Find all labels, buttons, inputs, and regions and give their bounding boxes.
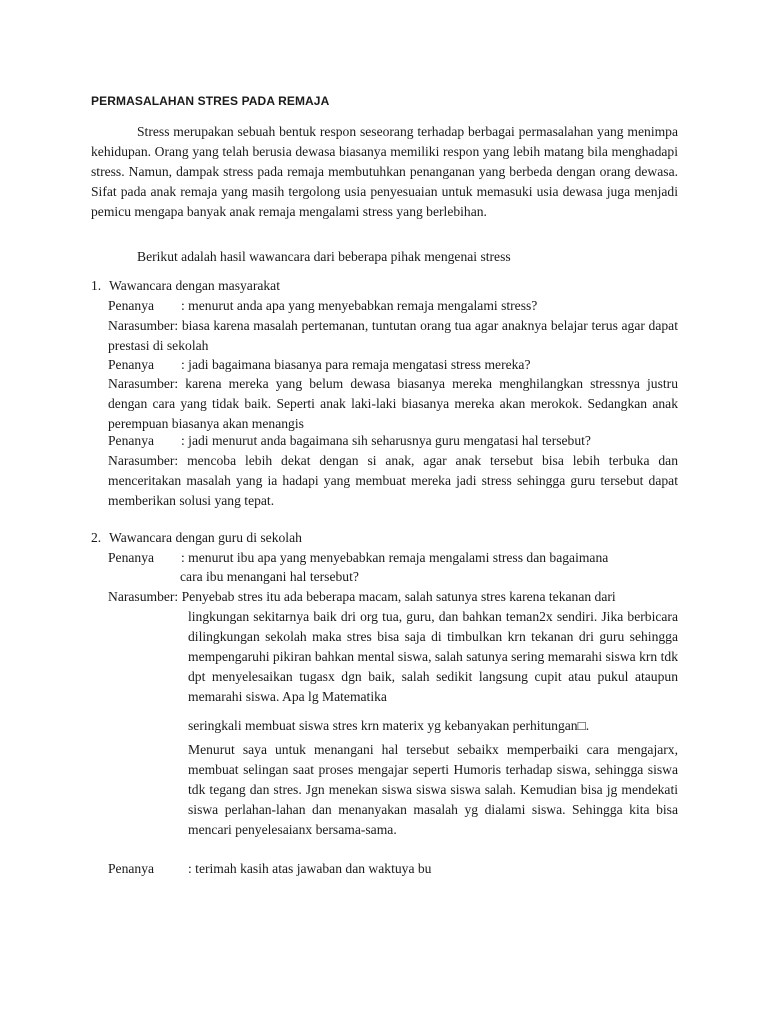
question-text: : menurut anda apa yang menyebabkan remaja mengalami stress? <box>181 298 538 313</box>
section-1-heading <box>91 276 280 296</box>
question-label: Penanya <box>108 550 155 565</box>
answer-2: Narasumber: karena mereka yang belum dewasa biasanya mereka menghilangkan stressnya justru dengan cara yang tidak baik. Seperti anak laki-laki biasanya mereka akan merokok. Sedangkan anak perempuan biasanya akan menangis <box>108 376 678 431</box>
section-2-heading <box>91 528 302 548</box>
question-4-continuation: cara ibu menangani hal tersebut? <box>180 569 359 584</box>
list-number: 1. <box>91 278 102 293</box>
question-text: : menurut ibu apa yang menyebabkan remaja mengalami stress dan bagaimana <box>181 550 609 565</box>
section-heading-text: Wawancara dengan masyarakat <box>109 278 280 293</box>
question-label: Penanya <box>108 357 155 372</box>
question-label: Penanya <box>108 298 155 313</box>
answer-label: Narasumber: <box>108 589 179 604</box>
answer-4-body: lingkungan sekitarnya baik dri org tua, guru, dan bahkan teman2x sendiri. Jika berbicara dilingkungan sekolah maka stres bisa saja di timbulkan krn tekanan dri guru sehingga mempengaruhi pikiran bahkan mental siswa, salah satunya sering memarahi siswa krn tdk dpt menyelesaikan tugasx dgn baik, salah sedikit langsung cupit atau pukul ataupun memarahi siswa. Apa lg Matematika <box>188 609 678 704</box>
question-text: : jadi bagaimana biasanya para remaja mengatasi stress mereka? <box>181 357 531 372</box>
question-1 <box>108 296 678 316</box>
question-text: : jadi menurut anda bagaimana sih seharusnya guru mengatasi hal tersebut? <box>181 433 591 448</box>
answer-4-first-line <box>108 587 678 607</box>
question-4 <box>108 548 678 568</box>
section-heading-text: Wawancara dengan guru di sekolah <box>109 530 302 545</box>
answer-4-paragraph-2: Menurut saya untuk menangani hal tersebut sebaikx memperbaiki cara mengajarx, membuat selingan saat proses mengajar seperti Humoris terhadap siswa, sehingga siswa tdk tegang dan stres. Jgn menekan siswa siswa siswa salah. Kemudian bisa jg mendekati siswa perlahan-lahan dan menanyakan masalah yg dialami siswa. Sehingga kita bisa mencari penyelesaianx bersama-sama. <box>188 742 678 837</box>
lead-sentence: Berikut adalah hasil wawancara dari beberapa pihak mengenai stress <box>137 249 511 264</box>
question-5 <box>108 859 678 879</box>
question-3 <box>108 431 678 451</box>
answer-3: Narasumber: mencoba lebih dekat dengan si anak, agar anak tersebut bisa lebih terbuka dan menceritakan masalah yang ia hadapi yang membuat mereka jadi stress sehingga guru tersebut dapat memberikan solusi yang tepat. <box>108 453 678 508</box>
document-title: PERMASALAHAN STRES PADA REMAJA <box>91 94 330 108</box>
question-2 <box>108 355 678 375</box>
list-number: 2. <box>91 530 102 545</box>
answer-1: Narasumber: biasa karena masalah pertemanan, tuntutan orang tua agar anaknya belajar terus agar dapat prestasi di sekolah <box>108 318 678 353</box>
question-label: Penanya <box>108 433 155 448</box>
question-label: Penanya <box>108 861 155 876</box>
answer-4-continuation: seringkali membuat siswa stres krn materix yg kebanyakan perhitungan□. <box>188 718 590 733</box>
question-text: : terimah kasih atas jawaban dan waktuya bu <box>188 861 432 876</box>
answer-text: Penyebab stres itu ada beberapa macam, salah satunya stres karena tekanan dari <box>181 589 616 604</box>
intro-paragraph: Stress merupakan sebuah bentuk respon seseorang terhadap berbagai permasalahan yang menimpa kehidupan. Orang yang telah berusia dewasa biasanya memiliki respon yang lebih matang bila menghadapi stress. Namun, dampak stress pada remaja membutuhkan penanganan yang berbeda dengan orang dewasa. Sifat pada anak remaja yang masih tergolong usia penyesuaian untuk memasuki usia dewasa juga menjadi pemicu mengapa banyak anak remaja mengalami stress yang berlebihan. <box>91 124 678 219</box>
